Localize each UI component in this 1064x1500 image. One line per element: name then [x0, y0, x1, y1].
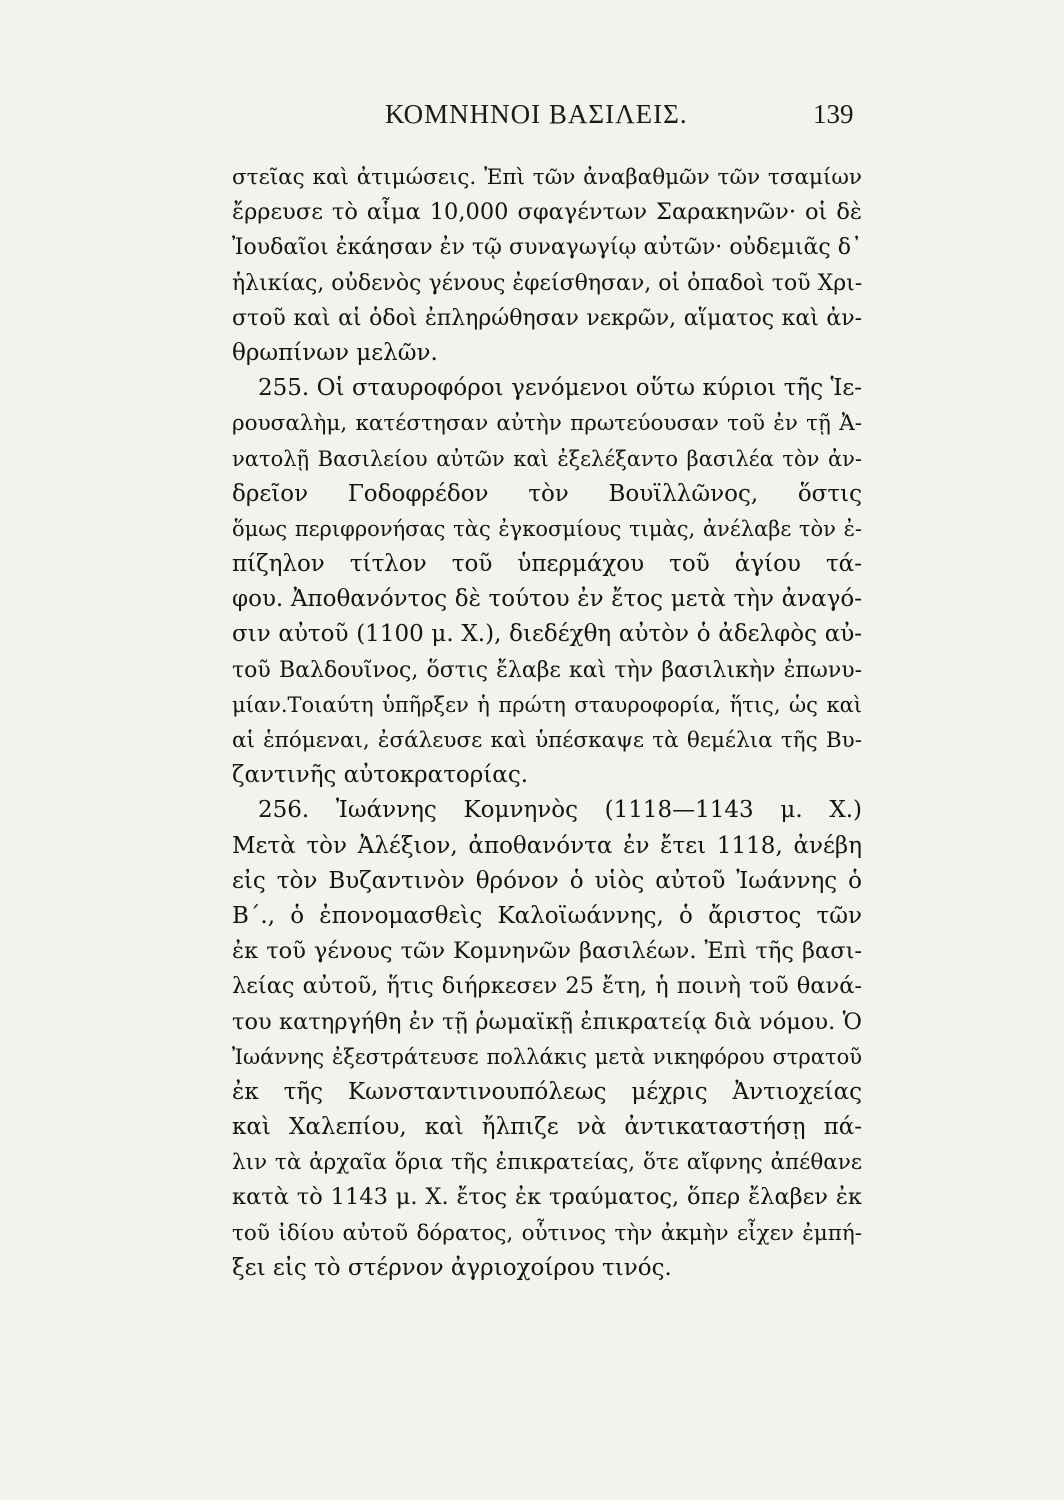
text-line: στοῦ καὶ αἱ ὁδοὶ ἐπληρώθησαν νεκρῶν, αἵματος καὶ ἀν- — [232, 305, 862, 331]
text-line: αἱ ἑπόμεναι, ἐσάλευσε καὶ ὑπέσκαψε τὰ θεμέλια τῆς Βυ- — [232, 728, 862, 753]
text-line: δρεῖον Γοδοφρέδον τὸν Βουϊλλῶνος, ὅστις — [232, 480, 862, 507]
text-line: φου. Ἀποθανόντος δὲ τούτου ἐν ἔτος μετὰ τὴν ἀναγό- — [232, 586, 862, 613]
text-line: ὅμως περιφρονήσας τὰς ἐγκοσμίους τιμὰς, ἀνέλαβε τὸν ἐ- — [232, 516, 862, 541]
running-header-title: ΚΟΜΝΗΝΟΙ ΒΑΣΙΛΕΙΣ. — [385, 99, 688, 129]
text-line: ζαντινῆς αὐτοκρατορίας. — [232, 762, 529, 789]
text-line: στεῖας καὶ ἀτιμώσεις. Ἐπὶ τῶν ἀναβαθμῶν τῶν τσαμίων — [232, 165, 862, 190]
text-line: ἔρρευσε τὸ αἷμα 10,000 σφαγέντων Σαρακηνῶν· οἱ δὲ — [232, 199, 862, 226]
text-line: σιν αὐτοῦ (1100 μ. Χ.), διεδέχθη αὐτὸν ὁ ἀδελφὸς αὐ- — [232, 621, 862, 648]
text-line: πίζηλον τίτλον τοῦ ὑπερμάχου τοῦ ἁγίου τά- — [232, 551, 862, 578]
text-line: καὶ Χαλεπίου, καὶ ἤλπιζε νὰ ἀντικαταστήσῃ πά- — [232, 1114, 862, 1141]
text-line: του κατηργήθη ἐν τῇ ῥωμαϊκῇ ἐπικρατείᾳ διὰ νόμου. Ὁ — [232, 1008, 862, 1035]
text-line: λείας αὐτοῦ, ἥτις διήρκεσεν 25 ἔτη, ἡ ποινὴ τοῦ θανά- — [232, 973, 862, 1000]
text-line: τοῦ ἰδίου αὐτοῦ δόρατος, οὗτινος τὴν ἀκμὴν εἶχεν ἐμπή- — [232, 1220, 862, 1246]
text-line: θρωπίνων μελῶν. — [232, 339, 438, 366]
text-line: ἐκ τῆς Κωνσταντινουπόλεως μέχρις Ἀντιοχείας — [232, 1078, 862, 1105]
text-line: 256. Ἰωάννης Κομνηνὸς (1118—1143 μ. Χ.) — [258, 797, 862, 824]
text-line: Μετὰ τὸν Ἀλέξιον, ἀποθανόντα ἐν ἔτει 1118, ἀνέβη — [232, 832, 862, 859]
text-line: ξει εἰς τὸ στέρνον ἀγριοχοίρου τινός. — [232, 1254, 672, 1281]
text-line: Β΄., ὁ ἐπονομασθεὶς Καλοϊωάννης, ὁ ἄριστος τῶν — [232, 902, 862, 929]
text-line: νατολῇ Βασιλείου αὐτῶν καὶ ἐξελέξαντο βασιλέα τὸν ἀν- — [232, 446, 862, 471]
page-number: 139 — [813, 99, 854, 129]
text-line: Ἰωάννης ἐξεστράτευσε πολλάκις μετὰ νικηφόρου στρατοῦ — [232, 1044, 862, 1069]
text-line: εἰς τὸν Βυζαντινὸν θρόνον ὁ υἱὸς αὐτοῦ Ἰωάννης ὁ — [232, 867, 862, 894]
text-line: ἡλικίας, οὐδενὸς γένους ἐφείσθησαν, οἱ ὀπαδοὶ τοῦ Χρι- — [232, 270, 863, 296]
text-line: ρουσαλὴμ, κατέστησαν αὐτὴν πρωτεύουσαν τοῦ ἐν τῇ Ἀ- — [232, 411, 862, 437]
text-line: λιν τὰ ἀρχαῖα ὅρια τῆς ἐπικρατείας, ὅτε αἴφνης ἀπέθανε — [232, 1150, 862, 1176]
body-text — [232, 160, 862, 1286]
text-line: Ἰουδαῖοι ἐκάησαν ἐν τῷ συναγωγίῳ αὐτῶν· οὐδεμιᾶς δ᾽ — [232, 235, 862, 261]
text-line: κατὰ τὸ 1143 μ. Χ. ἔτος ἐκ τραύματος, ὅπερ ἔλαβεν ἐκ — [232, 1184, 862, 1211]
text-line: μίαν.Τοιαύτη ὑπῆρξεν ἡ πρώτη σταυροφορία, ἥτις, ὡς καὶ — [232, 692, 862, 717]
text-line: ἐκ τοῦ γένους τῶν Κομνηνῶν βασιλέων. Ἐπὶ τῆς βασι- — [232, 938, 862, 965]
text-line: 255. Οἱ σταυροφόροι γενόμενοι οὕτω κύριοι τῆς Ἱε- — [258, 375, 862, 402]
text-line: τοῦ Βαλδουῖνος, ὅστις ἔλαβε καὶ τὴν βασιλικὴν ἐπωνυ- — [232, 657, 862, 683]
